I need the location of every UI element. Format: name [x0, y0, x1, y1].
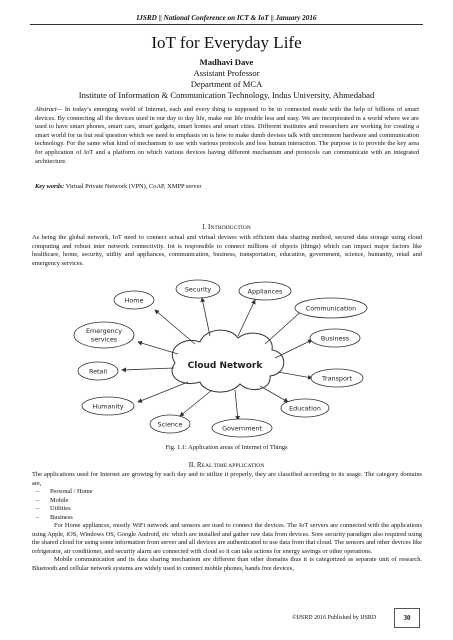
node-emergency-services: [74, 322, 134, 348]
figure-caption: Fig. 1.1: Application areas of Internet of Things: [165, 444, 288, 451]
header-rule: [30, 24, 423, 25]
keywords-label: Key words:: [35, 183, 65, 190]
svg-text:Retail: Retail: [88, 367, 108, 376]
page-number: 30: [394, 608, 420, 628]
section2-paragraph-home: For Home appliances, mostly WiFi network and sensors are used to connect the devices. The IoT servers are connected with the applications using Apple, iOS, Windows OS, Google Android, etc which are installed and gather raw data from devices. Sore security paradigm also required using the shared cloud for using some information from server and all devices are authenticated to use data from that cloud. The sensors and other devices like refrigerator, air conditioner, and security alarm are connected with cloud so it can take actions for energy savings or other operations.: [32, 522, 422, 555]
introduction-paragraph: As being the global network, IoT need to connect actual and virtual devises with efficient data sharing method, secured data storage using cloud computing and robust inter network connectivity. Iot is responsible to connect millions of objects (things) which can impact major factors like healthcare, home, security, utility and appliances, communication, business, transportation, education, government, science, humanity, retail and emergency services.: [32, 234, 422, 267]
svg-text:Emergency: Emergency: [85, 327, 123, 335]
section-number: II.: [188, 461, 197, 469]
section-number: I.: [202, 223, 209, 231]
paper-title: IoT for Everyday Life: [151, 33, 302, 52]
list-item: – Mobile: [36, 497, 422, 506]
node-retail: [78, 362, 118, 380]
keywords: [35, 183, 419, 190]
svg-text:Education: Education: [289, 404, 321, 413]
svg-text:services: services: [90, 335, 118, 344]
abstract: [35, 106, 419, 166]
node-appliances: [239, 282, 291, 300]
node-transport: [311, 369, 363, 387]
node-business: [310, 329, 360, 347]
list-item: – Business: [36, 514, 422, 523]
section-heading-introduction: [0, 223, 453, 231]
section-title-rest: EAL TIME APPLICATION: [201, 463, 265, 469]
author-institute: Institute of Information & Communication Technology, Indus University, Ahmedabad: [78, 90, 375, 100]
node-security: [176, 280, 220, 298]
section-title-rest: NTRODUCTION: [210, 225, 251, 231]
section2-paragraph-mobile: Mobile communication and its data sharing mechanism are different than other domains thus it is categorized as separate unit of research. Bluetooth and cellular network systems are widely used to connect mobile phones, hands free devices,: [32, 556, 422, 572]
section-initial: I: [208, 223, 211, 231]
abstract-text: In today’s emerging world of Internet, each and every thing is supposed to be in connected mode with the help of billions of smart devices. By connecting all the devices used in our day to day life, make our life trouble less and easy. We are incorporated in a world where we are used to have smart phones, smart cars, smart gadgets, smart homes and smart cities. Different institutes and researchers are working for creating a smart world for us but real question which we need to emphasis on is how to make dumb devises talk with uncommon hardware and communication technology. For the same what kind of mechanism to use with various protocols and less human interaction. The purpose is to provide the key area for application of IoT and a platform on which various devices having different mechanism and protocols can communicate with an integrated architecture.: [35, 106, 419, 165]
svg-text:Science: Science: [157, 420, 183, 429]
node-communication: [295, 298, 367, 318]
author-name: Madhavi Dave: [199, 57, 254, 67]
node-government: [212, 419, 272, 437]
cloud-label: Cloud Network: [187, 361, 263, 371]
svg-text:Security: Security: [184, 285, 212, 294]
list-item: – Personal / Home: [36, 488, 422, 497]
svg-text:Humanity: Humanity: [92, 402, 124, 411]
svg-text:Business: Business: [320, 334, 350, 343]
section-initial: R: [196, 461, 202, 469]
running-header: IJSRD || National Conference on ICT & IoT || January 2016: [136, 14, 317, 22]
list-item: – Utilities: [36, 505, 422, 514]
author-position: Assistant Professor: [193, 68, 260, 78]
section2-intro: The applications used for Internet are growing by each day and to utilize it properly, they are classified according to its usage. The category domains are,: [32, 471, 422, 487]
svg-text:Home: Home: [124, 296, 144, 305]
svg-text:Communication: Communication: [305, 304, 357, 313]
iot-application-diagram: [60, 278, 390, 438]
svg-text:Transport: Transport: [322, 374, 352, 383]
svg-text:Appliances: Appliances: [247, 287, 283, 296]
node-science: [150, 415, 190, 433]
category-list: [32, 488, 422, 522]
abstract-label: Abstract—: [35, 106, 63, 113]
author-department: Department of MCA: [190, 79, 263, 89]
node-home: [114, 291, 154, 309]
node-education: [281, 399, 329, 417]
section2-body: [32, 471, 422, 573]
node-humanity: [82, 397, 134, 415]
keywords-text: Virtual Private Network (VPN), CoAP, XMPP server: [64, 183, 202, 190]
svg-text:Government: Government: [222, 424, 262, 433]
copyright-footer: ©IJSRD 2016 Published by IJSRD: [292, 615, 377, 621]
section-heading-real-time-application: [0, 461, 453, 469]
